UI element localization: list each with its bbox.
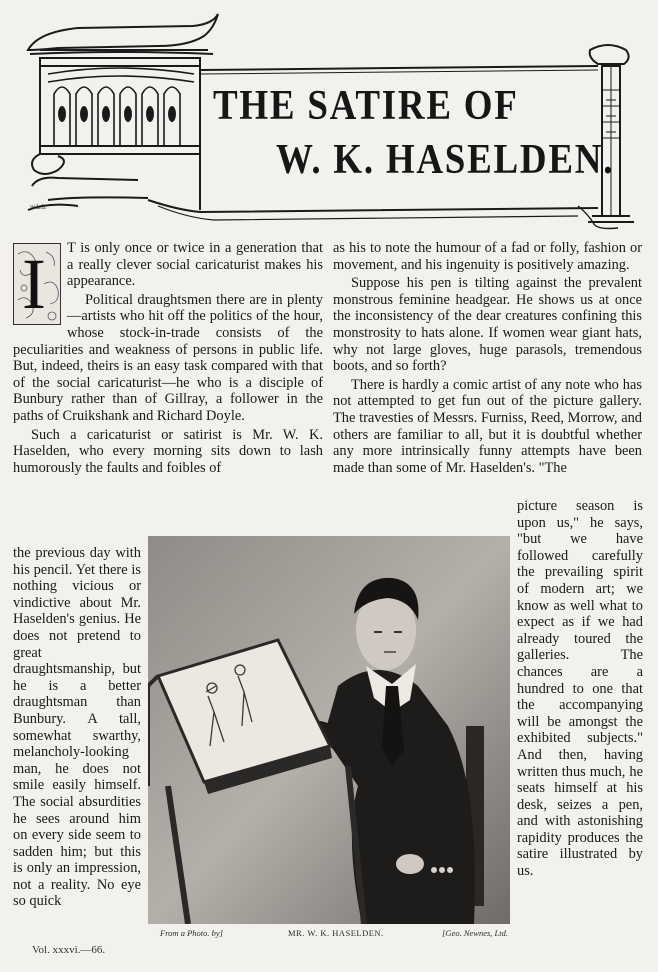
photo-caption — [160, 928, 510, 942]
portrait-photo — [148, 536, 510, 924]
paragraph-2: Political draughtsmen there are in plenty—artists who hit off the politics of the hour, whose stock-in-trade consists of the peculiarities and weakness of persons in public life. But, indeed, theirs is an easy task compared with that of the social caricaturist—he who is a disciple of Bunbury rather than of Gillray, a follower in the paths of Cruikshank and Richard Doyle. — [13, 291, 323, 424]
title-banner — [18, 10, 640, 230]
artist-mark: w.k.h — [30, 204, 46, 211]
column-left-top — [13, 240, 323, 545]
paragraph-5: Suppose his pen is tilting against the prevalent monstrous feminine headgear. He shows us at once the inconsistency of the dear creatures confining this monstrosity to hats alone. If women wear giant hats, why not large gloves, huge parasols, tremendous boots, and so forth? — [333, 275, 642, 375]
volume-footer: Vol. xxxvi.—66. — [32, 944, 106, 956]
photo-subject: MR. W. K. HASELDEN. — [288, 928, 384, 938]
paragraph-6: There is hardly a comic artist of any note who has not attempted to get fun out of the picture gallery. The travesties of Messrs. Furniss, Reed, Morrow, and others are familiar to all, but it is doubtful whether any more intrinsically funny attempts have been made than some of Mr. Haselden's. "The — [333, 376, 642, 476]
paragraph-3: Such a caricaturist or satirist is Mr. W. K. Haselden, who every morning sits down to lash humorously the faults and foibles of — [13, 426, 323, 476]
title-line-2: W. K. HASELDEN. — [276, 137, 615, 183]
column-right-top — [333, 240, 642, 535]
photo-credit-left: From a Photo. by] — [160, 928, 223, 938]
column-left-narrow — [13, 545, 141, 945]
artist-at-desk-illustration — [148, 536, 510, 924]
drop-cap-letter: I — [22, 244, 46, 324]
photo-credit-right: [Geo. Newnes, Ltd. — [442, 928, 508, 938]
drop-cap — [13, 243, 61, 325]
paragraph-4: as his to note the humour of a fad or folly, fashion or movement, and his ingenuity is positively amazing. — [333, 240, 642, 273]
paragraph-8: picture season is upon us," he says, "but we have followed carefully the prevailing spirit of modern art; we know as well what to expect as if we had already toured the galleries. The chances are a hundred to one that the accompanying will be amongst the exhibited subjects." And then, having written thus much, he seats himself at his desk, seizes a pen, and with astonishing rapidity produces the satire illustrated by us. — [517, 498, 643, 880]
column-right-narrow — [517, 498, 643, 946]
title-line-1: THE SATIRE OF — [213, 83, 519, 129]
paragraph-1: T is only once or twice in a generation that a really clever social caricaturist makes his appearance. — [67, 240, 323, 290]
paragraph-7: the previous day with his pencil. Yet there is nothing vicious or vindictive about Mr. Haselden's genius. He does not pretend to great draughtsmanship, but he is a better draughtsman than Bunbury. A tall, somewhat swarthy, melancholy-looking man, he does not smile easily himself. The social absurdities he sees around him on every side seem to sadden him; but this is only an impression, not a reality. No eye so quick — [13, 545, 141, 910]
